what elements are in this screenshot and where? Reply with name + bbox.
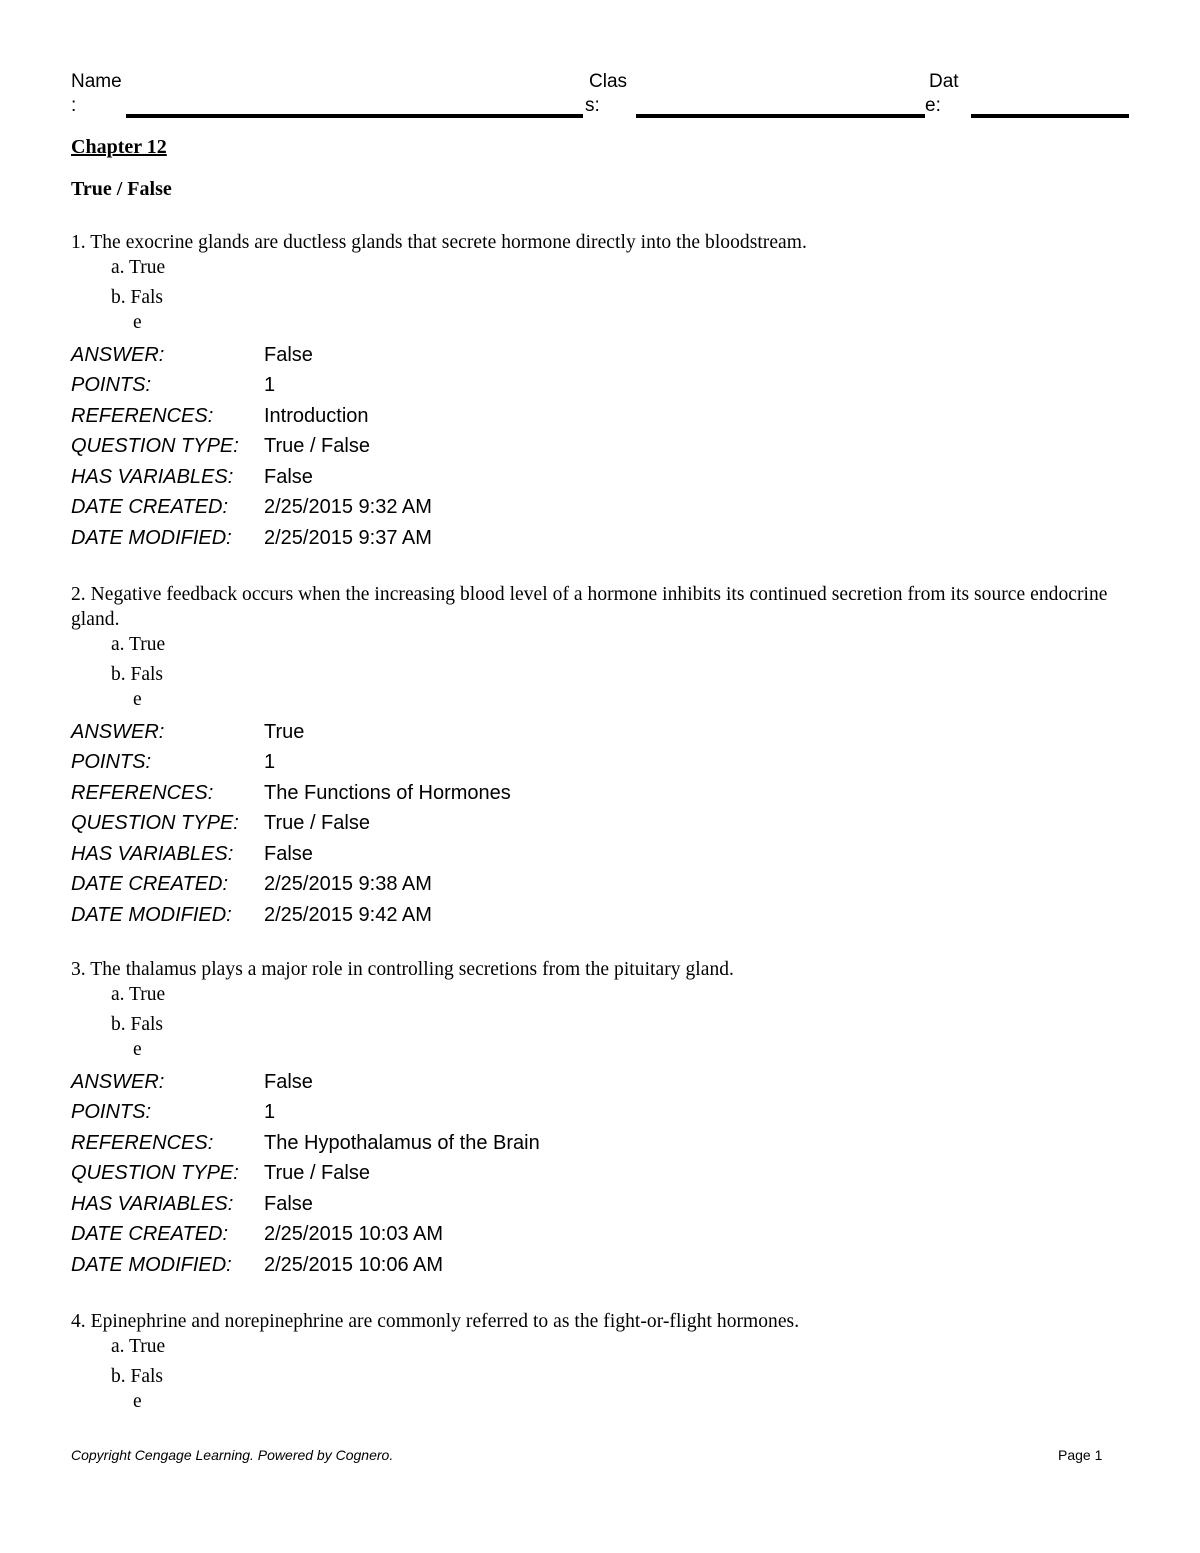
meta-date-modified: DATE MODIFIED: 2/25/2015 9:42 AM <box>71 903 432 926</box>
question-3 <box>71 957 1131 1281</box>
option-b: b. Fals <box>111 1366 164 1387</box>
meta-date-modified: DATE MODIFIED: 2/25/2015 9:37 AM <box>71 526 432 549</box>
option-b-wrap: e <box>133 689 142 710</box>
question-text: 4. Epinephrine and norepinephrine are commonly referred to as the fight-or-flight hormones. <box>71 1311 800 1332</box>
class-label: Clas <box>589 71 628 92</box>
class-field-line[interactable] <box>636 114 925 118</box>
date-field-line[interactable] <box>971 114 1129 118</box>
meta-date-modified: DATE MODIFIED: 2/25/2015 10:06 AM <box>71 1253 444 1276</box>
question-4 <box>71 1309 1131 1419</box>
question-text: 3. The thalamus plays a major role in controlling secretions from the pituitary gland. <box>71 959 734 980</box>
meta-date-created: DATE CREATED: 2/25/2015 9:38 AM <box>71 873 432 896</box>
meta-answer: ANSWER: True <box>71 720 305 743</box>
meta-has-variables: HAS VARIABLES: False <box>71 842 313 865</box>
meta-references: REFERENCES: The Hypothalamus of the Brain <box>71 1131 540 1154</box>
date-label: Dat <box>929 71 959 92</box>
meta-references: REFERENCES: Introduction <box>71 404 369 427</box>
option-b: b. Fals <box>111 287 164 308</box>
option-b: b. Fals <box>111 664 164 685</box>
option-b-wrap: e <box>133 312 142 333</box>
meta-points: POINTS: 1 <box>71 751 276 774</box>
meta-question-type: QUESTION TYPE: True / False <box>71 1162 370 1185</box>
meta-date-created: DATE CREATED: 2/25/2015 10:03 AM <box>71 1223 444 1246</box>
meta-date-created: DATE CREATED: 2/25/2015 9:32 AM <box>71 496 432 519</box>
meta-references: REFERENCES: The Functions of Hormones <box>71 781 511 804</box>
meta-points: POINTS: 1 <box>71 1101 276 1124</box>
question-text: 2. Negative feedback occurs when the increasing blood level of a hormone inhibits its continued secretion from its source endocrine gland. <box>71 584 1108 630</box>
option-a: a. True <box>111 634 166 655</box>
option-a: a. True <box>111 984 166 1005</box>
option-a: a. True <box>111 257 166 278</box>
question-2 <box>71 582 1131 931</box>
page-number: Page 1 <box>1058 1447 1103 1463</box>
option-b-wrap: e <box>133 1391 142 1412</box>
name-label: Name <box>71 71 122 92</box>
meta-points: POINTS: 1 <box>71 374 276 397</box>
option-a: a. True <box>111 1336 166 1357</box>
class-label-suffix: s: <box>585 95 600 116</box>
date-label-suffix: e: <box>925 95 941 116</box>
option-b: b. Fals <box>111 1014 164 1035</box>
meta-question-type: QUESTION TYPE: True / False <box>71 812 370 835</box>
meta-question-type: QUESTION TYPE: True / False <box>71 435 370 458</box>
meta-has-variables: HAS VARIABLES: False <box>71 465 313 488</box>
question-text: 1. The exocrine glands are ductless glands that secrete hormone directly into the bloodstream. <box>71 232 807 253</box>
question-1 <box>71 230 1131 554</box>
section-title: True / False <box>71 178 172 200</box>
name-field-line[interactable] <box>126 114 583 118</box>
copyright-footer: Copyright Cengage Learning. Powered by Cognero. <box>71 1447 394 1463</box>
option-b-wrap: e <box>133 1039 142 1060</box>
meta-has-variables: HAS VARIABLES: False <box>71 1192 313 1215</box>
meta-answer: ANSWER: False <box>71 343 313 366</box>
chapter-title: Chapter 12 <box>71 136 167 158</box>
meta-answer: ANSWER: False <box>71 1070 313 1093</box>
name-label-colon: : <box>71 95 77 116</box>
